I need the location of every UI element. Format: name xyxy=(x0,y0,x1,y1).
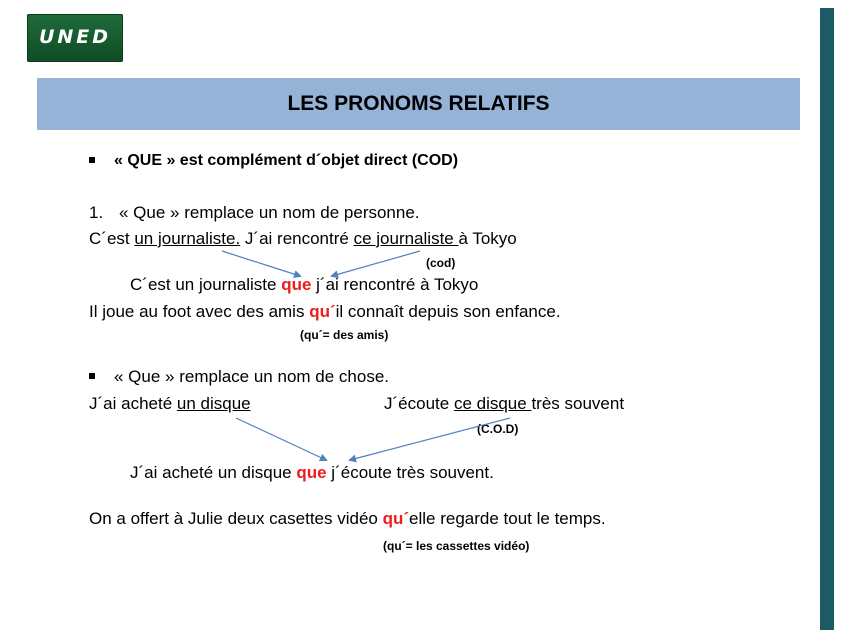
s2-example-qu: qu´ xyxy=(382,509,410,528)
arrow-s2-left xyxy=(236,418,326,460)
arrow-s1-left xyxy=(222,251,300,276)
s2-example-b: elle regarde tout le temps. xyxy=(409,509,606,528)
s1-cod-note: (cod) xyxy=(426,256,456,270)
s2-qu-note: (qu´= les cassettes vidéo) xyxy=(383,539,530,553)
section2-label: « Que » remplace un nom de chose. xyxy=(114,367,389,386)
s2-result-a: J´ai acheté un disque xyxy=(130,463,297,482)
s2-cod-note: (C.O.D) xyxy=(477,422,519,436)
s2-noun-1: un disque xyxy=(176,394,251,413)
logo-text: UNED xyxy=(38,26,112,48)
arrow-s2-right xyxy=(350,418,510,460)
s1-example-qu: qu´ xyxy=(309,302,336,321)
arrow-s1-right xyxy=(332,251,420,276)
list-number: 1. xyxy=(89,203,104,222)
s1-result-que: que xyxy=(281,275,312,294)
s1-noun-1: un journaliste. xyxy=(134,229,241,248)
s2-result-b: j´écoute très souvent. xyxy=(326,463,494,482)
s1-example-a: Il joue au foot avec des amis xyxy=(89,302,310,321)
s1-noun-2: ce journaliste xyxy=(353,229,459,248)
s2-noun-2: ce disque xyxy=(453,394,532,413)
page-title: LES PRONOMS RELATIFS xyxy=(287,92,550,115)
s2-result-que: que xyxy=(296,463,327,482)
section-heading: « QUE » est complément d´objet direct (COD) xyxy=(114,152,459,169)
s1-text-e: à Tokyo xyxy=(458,229,517,248)
s2-example-a: On a offert à Julie deux casettes vidéo xyxy=(89,509,383,528)
s2-text-c: J´écoute xyxy=(384,394,454,413)
s1-text-c: J´ai rencontré xyxy=(240,229,354,248)
s2-text-e: très souvent xyxy=(531,394,625,413)
s1-text-a: C´est xyxy=(89,229,135,248)
s1-example-b: il connaît depuis son enfance. xyxy=(335,302,561,321)
s1-qu-note: (qu´= des amis) xyxy=(300,328,389,342)
s1-result-a: C´est un journaliste xyxy=(130,275,282,294)
section1-label: « Que » remplace un nom de personne. xyxy=(119,203,420,222)
s1-result-b: j´ai rencontré à Tokyo xyxy=(311,275,479,294)
s2-text-a: J´ai acheté xyxy=(89,394,177,413)
